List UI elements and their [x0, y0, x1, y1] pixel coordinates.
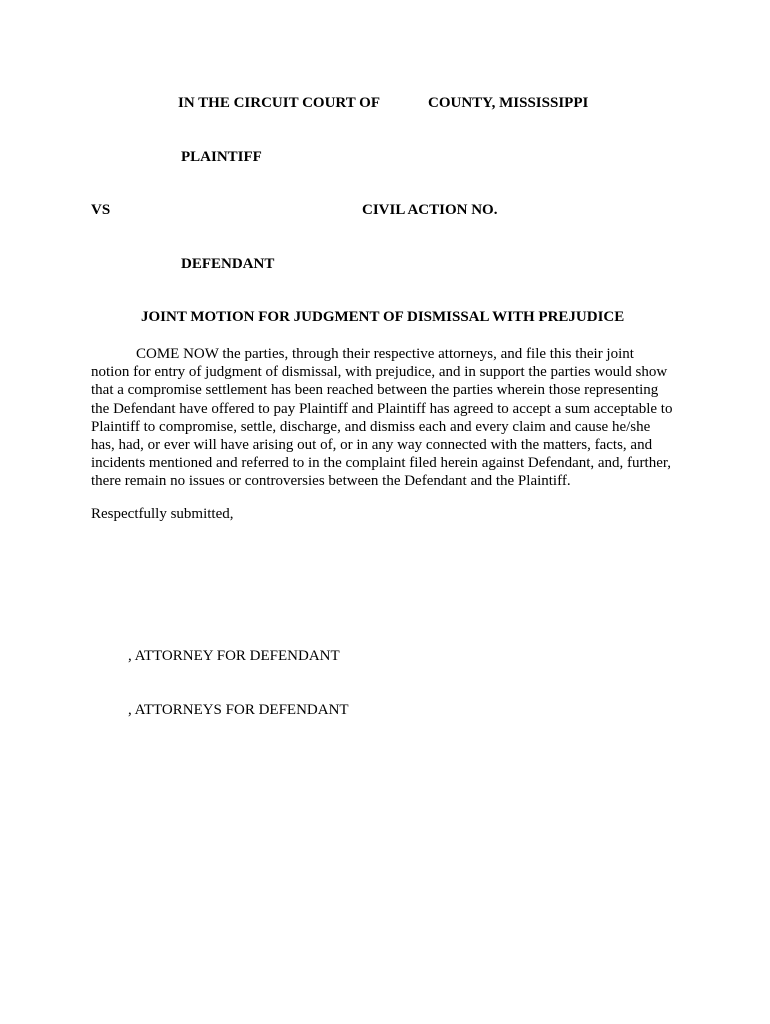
defendant-label: DEFENDANT	[181, 256, 275, 272]
plaintiff-label: PLAINTIFF	[181, 149, 262, 165]
vs-label: VS	[91, 202, 111, 218]
attorneys-for-defendant: , ATTORNEYS FOR DEFENDANT	[128, 702, 349, 718]
county-label: COUNTY, MISSISSIPPI	[428, 95, 589, 111]
body-line: there remain no issues or controversies between the Defendant and the Plaintiff.	[91, 473, 571, 490]
body-line: Plaintiff to compromise, settle, discharge, and dismiss each and every claim and cause he/she	[91, 418, 651, 435]
body-line: that a compromise settlement has been reached between the parties wherein those representing	[91, 382, 659, 399]
body-line: COME NOW the parties, through their respective attorneys, and file this their joint	[136, 346, 634, 362]
body-line: has, had, or ever will have arising out of, or in any way connected with the matters, facts, and	[91, 437, 653, 454]
closing-text: Respectfully submitted,	[91, 506, 234, 522]
body-line: notion for entry of judgment of dismissal, with prejudice, and in support the parties would show	[91, 364, 668, 381]
body-line: incidents mentioned and referred to in the complaint filed herein against Defendant, and, further,	[91, 455, 672, 472]
document-title: JOINT MOTION FOR JUDGMENT OF DISMISSAL WITH PREJUDICE	[141, 309, 625, 325]
civil-action-label: CIVIL ACTION NO.	[362, 202, 498, 218]
motion-body	[91, 345, 691, 491]
court-label: IN THE CIRCUIT COURT OF	[178, 95, 381, 111]
body-line: the Defendant have offered to pay Plaintiff and Plaintiff has agreed to accept a sum acceptable to	[91, 400, 673, 417]
attorney-for-defendant: , ATTORNEY FOR DEFENDANT	[128, 648, 340, 664]
